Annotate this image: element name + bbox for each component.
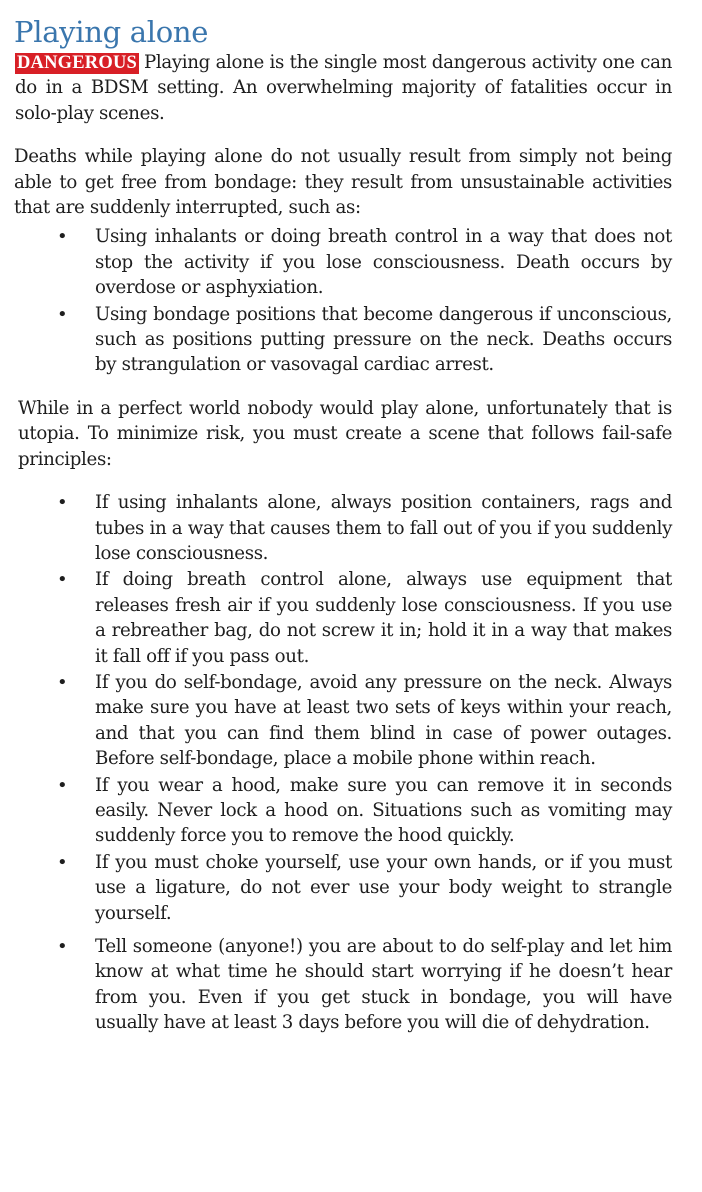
danger-activities-list [14, 224, 672, 377]
list-item: • If you must choke yourself, use your own hands, or if you must use a ligature, do not ever use your body weight to strangle yourself. [57, 851, 672, 924]
bullet-icon: • [57, 851, 68, 873]
fail-safe-paragraph: While in a perfect world nobody would play alone, unfortunately that is utopia. To minimize risk, you must create a scene that follows fail-safe principles: [18, 397, 672, 470]
list-item: • If doing breath control alone, always use equipment that releases fresh air if you suddenly lose consciousness. If you use a rebreather bag, do not screw it in; hold it in a way that makes it fall off if you pass out. [57, 569, 672, 667]
bullet-icon: • [57, 492, 68, 514]
intro-text: Playing alone is the single most dangerous activity one can do in a BDSM setting. An overwhelming majority of fatalities occur in solo-play scenes. [15, 52, 672, 124]
list-item: • If using inhalants alone, always position containers, rags and tubes in a way that causes them to fall out of you if you suddenly lose consciousness. [57, 492, 672, 564]
list-item: • Using bondage positions that become dangerous if unconscious, such as positions putting pressure on the neck. Deaths occurs by strangulation or vasovagal cardiac arrest. [57, 303, 672, 376]
bullet-icon: • [57, 936, 68, 957]
bullet-icon: • [57, 303, 68, 325]
list-item: • Tell someone (anyone!) you are about to do self-play and let him know at what time he should start worrying if he doesn’t hear from you. Even if you get stuck in bondage, you will have usually have at least 3 days before you will die of dehydration. [57, 936, 672, 1034]
bullet-icon: • [57, 226, 68, 248]
list-item: • Using inhalants or doing breath control in a way that does not stop the activity if you lose consciousness. Death occurs by overdose or asphyxiation. [57, 226, 672, 299]
danger-badge: DANGEROUS [17, 53, 138, 73]
bullet-icon: • [57, 774, 68, 796]
list-item: • If you wear a hood, make sure you can remove it in seconds easily. Never lock a hood on. Situations such as vomiting may suddenly force you to remove the hood quickly. [57, 774, 672, 847]
list-item: • If you do self-bondage, avoid any pressure on the neck. Always make sure you have at least two sets of keys within your reach, and that you can find them blind in case of power outages. Before self-bondage, place a mobile phone within reach. [57, 671, 672, 770]
bullet-icon: • [57, 569, 68, 591]
fail-safe-list [14, 490, 672, 1036]
intro-paragraph [14, 50, 672, 126]
page-title: Playing alone [14, 15, 209, 49]
deaths-paragraph: Deaths while playing alone do not usually result from simply not being able to get free from bondage: they result from unsustainable activities that are suddenly interrupted, such as: [14, 146, 672, 219]
bullet-icon: • [57, 671, 68, 693]
